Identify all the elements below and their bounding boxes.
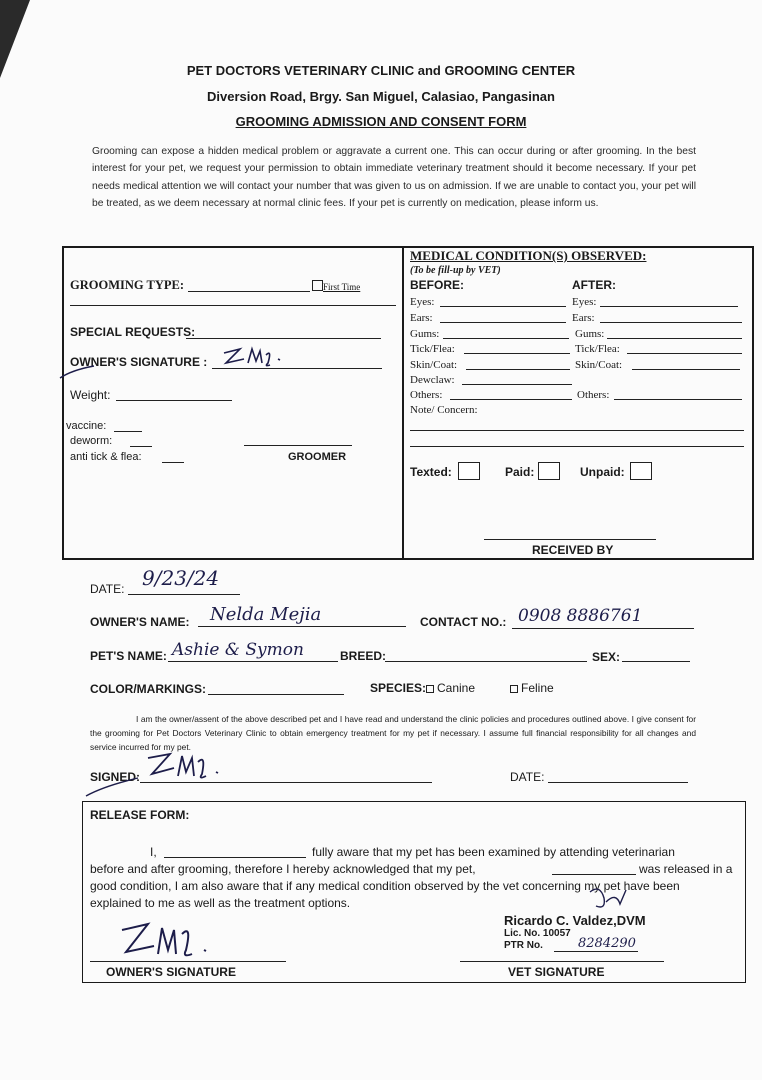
release-owner-signature-label: OWNER'S SIGNATURE bbox=[106, 965, 236, 979]
vet-signature-label: VET SIGNATURE bbox=[508, 965, 605, 979]
before-ears-line[interactable] bbox=[440, 322, 566, 323]
medical-condition-title: MEDICAL CONDITION(S) OBSERVED: bbox=[410, 248, 647, 263]
contact-label: CONTACT NO.: bbox=[420, 615, 507, 629]
release-title: RELEASE FORM: bbox=[90, 808, 190, 822]
note-label: Note/ Concern: bbox=[410, 404, 478, 416]
date-line[interactable] bbox=[128, 594, 240, 595]
unpaid-label: Unpaid: bbox=[580, 465, 625, 479]
before-eyes-label: Eyes: bbox=[410, 296, 435, 308]
contact-value: 0908 8886761 bbox=[518, 606, 643, 626]
before-ears-label: Ears: bbox=[410, 312, 433, 324]
signed-label: SIGNED: bbox=[90, 770, 141, 784]
before-dewclaw-label: Dewclaw: bbox=[410, 374, 455, 386]
release-name-line[interactable] bbox=[164, 857, 306, 858]
paid-label: Paid: bbox=[505, 465, 535, 479]
release-text-5: good condition, I am also aware that if any medical condition observed by the vet concerning my pet have been bbox=[90, 879, 680, 893]
sex-line[interactable] bbox=[622, 661, 690, 662]
species-label: SPECIES: bbox=[370, 681, 427, 695]
vet-ptr-line[interactable] bbox=[554, 951, 638, 952]
before-gums-label: Gums: bbox=[410, 328, 440, 340]
before-heading: BEFORE: bbox=[410, 278, 464, 292]
groomer-label: GROOMER bbox=[288, 451, 347, 463]
after-others-line[interactable] bbox=[614, 399, 742, 400]
before-eyes-line[interactable] bbox=[440, 306, 566, 307]
signed-signature bbox=[146, 750, 226, 787]
canine-label: Canine bbox=[437, 681, 476, 695]
after-gums-label: Gums: bbox=[575, 328, 605, 340]
vet-ptr-label: PTR No. bbox=[504, 940, 543, 951]
pet-name-value: Ashie & Symon bbox=[172, 640, 304, 660]
unpaid-checkbox[interactable] bbox=[630, 462, 652, 480]
owner-signature-release-line[interactable] bbox=[90, 961, 286, 962]
deworm-line[interactable] bbox=[130, 446, 152, 447]
before-gums-line[interactable] bbox=[443, 338, 569, 339]
after-ears-label: Ears: bbox=[572, 312, 595, 324]
intake-box bbox=[62, 246, 754, 560]
received-by-line[interactable] bbox=[484, 539, 656, 540]
color-markings-label: COLOR/MARKINGS: bbox=[90, 682, 206, 696]
note-line-2[interactable] bbox=[410, 446, 744, 447]
form-title: GROOMING ADMISSION AND CONSENT FORM bbox=[235, 114, 527, 129]
after-heading: AFTER: bbox=[572, 278, 616, 292]
after-gums-line[interactable] bbox=[607, 338, 742, 339]
first-time-checkbox[interactable] bbox=[312, 280, 323, 291]
groomer-signature-line[interactable] bbox=[244, 445, 352, 446]
release-text-1: I, bbox=[150, 845, 157, 859]
owner-name-line[interactable] bbox=[198, 626, 406, 627]
vet-ptr-value: 8284290 bbox=[578, 936, 636, 951]
before-tick-line[interactable] bbox=[464, 353, 570, 354]
grooming-type-label: GROOMING TYPE: bbox=[70, 278, 185, 292]
owner-signature-label: OWNER'S SIGNATURE : bbox=[70, 355, 208, 369]
release-text-4: was released in a bbox=[639, 862, 733, 876]
note-line-1[interactable] bbox=[410, 430, 744, 431]
paid-checkbox[interactable] bbox=[538, 462, 560, 480]
owner-signature-mark-1 bbox=[222, 345, 292, 374]
after-tick-label: Tick/Flea: bbox=[575, 343, 620, 355]
sex-label: SEX: bbox=[592, 650, 621, 664]
before-dewclaw-line[interactable] bbox=[462, 384, 572, 385]
feline-checkbox[interactable] bbox=[510, 685, 518, 693]
signed-date-label: DATE: bbox=[510, 770, 545, 784]
before-skin-line[interactable] bbox=[466, 369, 570, 370]
vaccine-line[interactable] bbox=[114, 431, 142, 432]
after-skin-line[interactable] bbox=[632, 369, 740, 370]
breed-line[interactable] bbox=[385, 661, 587, 662]
pet-name-label: PET'S NAME: bbox=[90, 649, 167, 663]
vet-lic-no: Lic. No. 10057 bbox=[504, 928, 571, 939]
special-requests-line[interactable] bbox=[186, 338, 381, 339]
before-tick-label: Tick/Flea: bbox=[410, 343, 455, 355]
special-requests-label: SPECIAL REQUESTS: bbox=[70, 325, 196, 339]
contact-line[interactable] bbox=[512, 628, 694, 629]
clinic-address: Diversion Road, Brgy. San Miguel, Calasiao, Pangasinan bbox=[207, 89, 555, 104]
before-skin-label: Skin/Coat: bbox=[410, 359, 458, 371]
after-eyes-line[interactable] bbox=[600, 306, 738, 307]
date-label: DATE: bbox=[90, 582, 125, 596]
anti-tick-line[interactable] bbox=[162, 462, 184, 463]
before-others-label: Others: bbox=[410, 389, 443, 401]
medical-condition-subtitle: (To be fill-up by VET) bbox=[410, 265, 501, 276]
after-ears-line[interactable] bbox=[600, 322, 742, 323]
color-markings-line[interactable] bbox=[208, 694, 344, 695]
breed-label: BREED: bbox=[340, 649, 387, 663]
texted-checkbox[interactable] bbox=[458, 462, 480, 480]
grooming-type-line[interactable] bbox=[188, 291, 310, 292]
feline-label: Feline bbox=[521, 681, 554, 695]
box-divider bbox=[402, 246, 404, 558]
release-text-3: before and after grooming, therefore I hereby acknowledged that my pet, bbox=[90, 862, 476, 876]
weight-line[interactable] bbox=[116, 400, 232, 401]
signature-stroke bbox=[58, 362, 98, 387]
release-text-2: fully aware that my pet has been examined by attending veterinarian bbox=[312, 845, 675, 859]
after-tick-line[interactable] bbox=[627, 353, 742, 354]
after-skin-label: Skin/Coat: bbox=[575, 359, 623, 371]
signed-date-line[interactable] bbox=[548, 782, 688, 783]
vet-signature-line[interactable] bbox=[460, 961, 664, 962]
deworm-label: deworm: bbox=[70, 435, 113, 447]
received-by-label: RECEIVED BY bbox=[532, 543, 614, 557]
date-value: 9/23/24 bbox=[142, 566, 220, 590]
first-time-label: First Time bbox=[323, 282, 361, 292]
grooming-type-line-2[interactable] bbox=[70, 305, 396, 306]
before-others-line[interactable] bbox=[450, 399, 572, 400]
release-text-6: explained to me as well as the treatment options. bbox=[90, 896, 351, 910]
after-eyes-label: Eyes: bbox=[572, 296, 597, 308]
weight-label: Weight: bbox=[70, 388, 111, 402]
pet-name-line[interactable] bbox=[168, 661, 338, 662]
vaccine-label: vaccine: bbox=[66, 420, 107, 432]
release-pet-line[interactable] bbox=[552, 874, 636, 875]
texted-label: Texted: bbox=[410, 465, 452, 479]
after-others-label: Others: bbox=[577, 389, 610, 401]
vet-name: Ricardo C. Valdez,DVM bbox=[504, 913, 646, 928]
owner-name-label: OWNER'S NAME: bbox=[90, 615, 190, 629]
release-owner-signature bbox=[120, 920, 220, 965]
canine-checkbox[interactable] bbox=[426, 685, 434, 693]
owner-name-value: Nelda Mejia bbox=[210, 604, 322, 625]
consent-paragraph: I am the owner/assent of the above described pet and I have read and understand the clinic policies and procedures outlined above. I give consent for the grooming for Pet Doctors Veterinary Clinic to obtain emergency treatment for my pet if necessary. I assume full financial responsibility for all changes and service incurred for my pet. bbox=[90, 714, 696, 752]
anti-tick-label: anti tick & flea: bbox=[70, 451, 142, 463]
clinic-name: PET DOCTORS VETERINARY CLINIC and GROOMING CENTER bbox=[186, 63, 576, 78]
intro-paragraph: Grooming can expose a hidden medical problem or aggravate a current one. This can occur during or after grooming. In the best interest for your pet, we request your permission to obtain immediate veterinary treatment should it become necessary. If your pet needs medical attention we will contact your number that was given to us on admission. If we are unable to contact you, your pet will be treated, as we deem necessary at normal clinic fees. If your pet is currently on medication, please inform us. bbox=[92, 146, 696, 209]
